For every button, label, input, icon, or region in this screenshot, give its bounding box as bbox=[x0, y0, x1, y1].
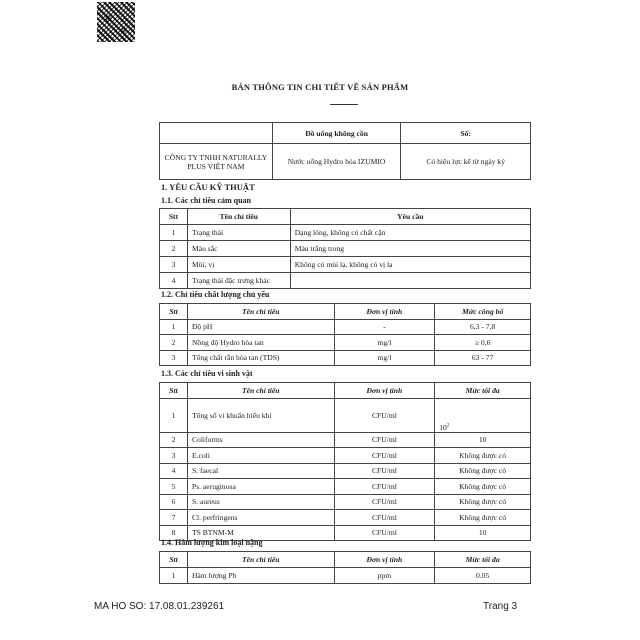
table-row bbox=[160, 319, 531, 335]
table-cell: CFU/ml bbox=[334, 479, 435, 495]
table-cell: Trạng thái đặc trưng khác bbox=[187, 273, 290, 289]
qr-code bbox=[97, 2, 135, 42]
product-name: Nước uống Hydro hóa IZUMIO bbox=[272, 144, 401, 180]
table-cell: 10 bbox=[435, 525, 531, 541]
page-number: Trang 3 bbox=[483, 601, 518, 612]
table-cell: Cl. perfringens bbox=[187, 510, 334, 526]
table-header: Stt bbox=[160, 552, 188, 568]
table-cell: Không được có bbox=[435, 479, 531, 495]
table-cell: $10^2$ bbox=[435, 398, 531, 432]
table-cell: Không được có bbox=[435, 510, 531, 526]
heavy-metal-table bbox=[159, 551, 531, 584]
table-cell: 4 bbox=[160, 273, 188, 289]
table-cell: 0.05 bbox=[435, 568, 531, 584]
table-row bbox=[160, 494, 531, 510]
table-cell: 4 bbox=[160, 463, 188, 479]
table-row bbox=[160, 335, 531, 351]
table-cell: mg/l bbox=[334, 335, 435, 351]
table-row bbox=[160, 273, 531, 289]
company-table bbox=[159, 122, 531, 180]
table-cell: 3 bbox=[160, 257, 188, 273]
table-header: Tên chỉ tiêu bbox=[187, 552, 334, 568]
table-cell bbox=[290, 273, 530, 289]
table-row bbox=[160, 432, 531, 448]
table-cell: Ps. aeruginosa bbox=[187, 479, 334, 495]
table-row bbox=[160, 241, 531, 257]
company-name: CÔNG TY TNHH NATURALLY PLUS VIỆT NAM bbox=[160, 144, 273, 180]
number-header: Số: bbox=[401, 123, 531, 144]
table-cell: 1 bbox=[160, 319, 188, 335]
table-cell: 2 bbox=[160, 335, 188, 351]
table-cell: Trạng thái bbox=[187, 225, 290, 241]
table-cell: S. aureus bbox=[187, 494, 334, 510]
table-cell: 1 bbox=[160, 225, 188, 241]
table-cell: CFU/ml bbox=[334, 448, 435, 464]
table-cell: 1 bbox=[160, 568, 188, 584]
product-type-header: Đồ uống không cồn bbox=[272, 123, 401, 144]
table-cell: 3 bbox=[160, 448, 188, 464]
table-cell: 7 bbox=[160, 510, 188, 526]
table-cell: - bbox=[334, 319, 435, 335]
table-cell: 2 bbox=[160, 241, 188, 257]
table-cell: 5 bbox=[160, 479, 188, 495]
table-cell: Mùi, vị bbox=[187, 257, 290, 273]
table-cell: CFU/ml bbox=[334, 463, 435, 479]
table-cell: Dạng lỏng, không có chất cặn bbox=[290, 225, 530, 241]
table-row bbox=[160, 463, 531, 479]
table-cell: Hàm lượng Pb bbox=[187, 568, 334, 584]
table-row bbox=[160, 479, 531, 495]
company-header-blank bbox=[160, 123, 273, 144]
table-cell: CFU/ml bbox=[334, 494, 435, 510]
table-header: Mức tối đa bbox=[435, 552, 531, 568]
table-cell: Tổng chất rắn hòa tan (TDS) bbox=[187, 350, 334, 366]
table-header: Mức tối đa bbox=[435, 383, 531, 399]
file-code: MA HO SO: 17.08.01.239261 bbox=[94, 601, 225, 612]
table-cell: 2 bbox=[160, 432, 188, 448]
microbiology-table bbox=[159, 382, 531, 541]
table-cell: 6,3 - 7,8 bbox=[435, 319, 531, 335]
quality-table bbox=[159, 303, 531, 366]
table-cell: CFU/ml bbox=[334, 525, 435, 541]
table-cell: ≥ 0,6 bbox=[435, 335, 531, 351]
section-heading: 1. YÊU CẦU KỸ THUẬT bbox=[161, 182, 255, 192]
table-cell: Nồng độ Hydro hòa tan bbox=[187, 335, 334, 351]
table-cell: mg/l bbox=[334, 350, 435, 366]
subsection-heading: 1.2. Chỉ tiêu chất lượng chủ yếu bbox=[161, 290, 270, 299]
validity-text: Có hiệu lực kể từ ngày ký bbox=[401, 144, 531, 180]
table-cell: Không có mùi lạ, không có vị lạ bbox=[290, 257, 530, 273]
table-row bbox=[160, 257, 531, 273]
subsection-heading: 1.1. Các chỉ tiêu cảm quan bbox=[161, 196, 251, 205]
table-header: Đơn vị tính bbox=[334, 552, 435, 568]
table-cell: 6 bbox=[160, 494, 188, 510]
sensory-table bbox=[159, 208, 531, 289]
table-cell: Không được có bbox=[435, 463, 531, 479]
table-cell: CFU/ml bbox=[334, 510, 435, 526]
table-cell: Không được có bbox=[435, 448, 531, 464]
table-cell: 8 bbox=[160, 525, 188, 541]
table-row bbox=[160, 448, 531, 464]
table-row bbox=[160, 510, 531, 526]
table-header: Đơn vị tính bbox=[334, 304, 435, 320]
table-cell: Không được có bbox=[435, 494, 531, 510]
title-underline bbox=[330, 104, 358, 105]
table-cell: S. faecal bbox=[187, 463, 334, 479]
table-header: Stt bbox=[160, 383, 188, 399]
table-cell: Độ pH bbox=[187, 319, 334, 335]
table-cell: Màu trắng trong bbox=[290, 241, 530, 257]
table-cell: TS BTNM-M bbox=[187, 525, 334, 541]
table-cell: Tổng số vi khuẩn hiếu khí bbox=[187, 398, 334, 432]
table-cell: ppm bbox=[334, 568, 435, 584]
table-header: Stt bbox=[160, 209, 188, 225]
table-cell: Coliforms bbox=[187, 432, 334, 448]
table-header: Mức công bố bbox=[435, 304, 531, 320]
table-row bbox=[160, 568, 531, 584]
table-cell: CFU/ml bbox=[334, 398, 435, 432]
table-cell: 3 bbox=[160, 350, 188, 366]
subsection-heading: 1.4. Hàm lượng kim loại nặng bbox=[161, 538, 263, 547]
table-cell: 63 - 77 bbox=[435, 350, 531, 366]
table-header: Đơn vị tính bbox=[334, 383, 435, 399]
table-cell: 10 bbox=[435, 432, 531, 448]
table-row bbox=[160, 350, 531, 366]
table-header: Tên chỉ tiêu bbox=[187, 383, 334, 399]
table-row bbox=[160, 225, 531, 241]
table-cell: CFU/ml bbox=[334, 432, 435, 448]
subsection-heading: 1.3. Các chỉ tiêu vi sinh vật bbox=[161, 369, 253, 378]
table-cell: Màu sắc bbox=[187, 241, 290, 257]
table-cell: E.coli bbox=[187, 448, 334, 464]
table-header: Yêu cầu bbox=[290, 209, 530, 225]
page-title: BẢN THÔNG TIN CHI TIẾT VỀ SẢN PHẨM bbox=[231, 82, 409, 92]
table-row bbox=[160, 398, 531, 432]
table-header: Tên chỉ tiêu bbox=[187, 304, 334, 320]
table-header: Stt bbox=[160, 304, 188, 320]
table-header: Tên chỉ tiêu bbox=[187, 209, 290, 225]
table-cell: 1 bbox=[160, 398, 188, 432]
